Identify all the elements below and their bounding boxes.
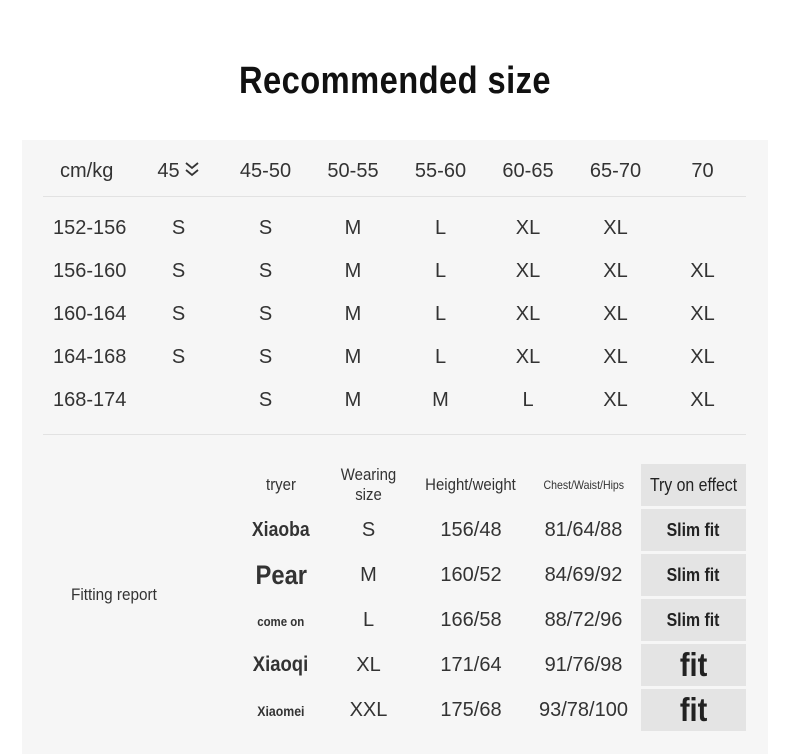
- size-table-row: [43, 379, 746, 435]
- size-cell: M: [344, 303, 362, 325]
- size-cell: XL: [603, 217, 628, 239]
- size-cell: XL: [659, 379, 746, 435]
- wearing-size: XXL: [349, 698, 388, 721]
- wearing-size: L: [362, 608, 375, 631]
- weight-header: 65-70: [572, 147, 659, 197]
- size-cell: XL: [603, 260, 628, 282]
- height-range: 156-160: [53, 260, 127, 282]
- height-weight-header: [416, 464, 526, 506]
- tryer-name-text: Xiaoqi: [253, 653, 309, 676]
- height-weight-header-label: Height/weight: [425, 475, 517, 494]
- size-cell: XL: [690, 260, 715, 282]
- weight-header: 55-60: [397, 147, 484, 197]
- tryer-name-text: come on: [257, 613, 305, 629]
- weight-header: 45-50: [222, 147, 309, 197]
- weight-header: 60-65: [484, 147, 572, 197]
- size-cell: L: [484, 379, 572, 435]
- size-cell: L: [434, 303, 447, 325]
- chest-waist-hips: 88/72/96: [544, 608, 623, 631]
- wearing-size-header-label: Wearing size: [340, 465, 397, 504]
- try-on-effect-text: Slim fit: [667, 519, 720, 540]
- size-cell: XL: [572, 379, 659, 435]
- fitting-report-row: [241, 689, 746, 731]
- height-weight: 160/52: [440, 563, 502, 586]
- height-weight: 175/68: [440, 698, 502, 721]
- measurements-header-label: Chest/Waist/Hips: [543, 478, 624, 492]
- try-on-effect: [641, 644, 746, 686]
- weight-header: 50-55: [309, 147, 397, 197]
- tryer-header: [241, 464, 321, 506]
- size-cell: XL: [690, 346, 715, 368]
- weight-header: 70: [659, 147, 746, 197]
- size-cell: M: [344, 260, 362, 282]
- tryer-header-label: tryer: [266, 475, 296, 494]
- height-weight: 171/64: [440, 653, 502, 676]
- height-range: 168-174: [43, 379, 135, 435]
- chest-waist-hips: 84/69/92: [544, 563, 623, 586]
- wearing-size: XL: [356, 653, 381, 676]
- size-cell: [659, 197, 746, 251]
- size-cell: S: [258, 346, 273, 368]
- size-cell: S: [171, 260, 186, 282]
- height-weight: 166/58: [440, 608, 502, 631]
- tryer-name: [241, 689, 321, 731]
- fitting-report-row: [241, 509, 746, 551]
- height-range: 160-164: [53, 303, 127, 325]
- try-on-effect-header: [641, 464, 746, 506]
- size-cell: M: [344, 346, 362, 368]
- try-on-effect-text: Slim fit: [667, 564, 720, 585]
- try-on-effect-text: Slim fit: [667, 609, 720, 630]
- try-on-effect-text: fit: [679, 691, 708, 728]
- size-cell: S: [171, 346, 186, 368]
- fitting-report-label: Fitting report: [71, 585, 157, 604]
- size-cell: M: [309, 379, 397, 435]
- double-chevron-down-icon: [184, 160, 200, 183]
- size-cell: XL: [603, 303, 628, 325]
- fitting-report-table: [241, 461, 746, 734]
- wearing-size-header: [321, 464, 416, 506]
- size-cell: L: [434, 346, 447, 368]
- size-cell: M: [344, 217, 362, 239]
- size-table-corner-label: cm/kg: [43, 147, 135, 197]
- chest-waist-hips: 93/78/100: [539, 698, 628, 721]
- try-on-effect: [641, 509, 746, 551]
- try-on-effect: [641, 689, 746, 731]
- size-cell: S: [222, 379, 309, 435]
- tryer-name-text: Xiaomei: [257, 702, 305, 719]
- height-weight: 156/48: [440, 518, 502, 541]
- size-table-row: [43, 336, 746, 379]
- measurements-header: [526, 464, 641, 506]
- size-cell: S: [171, 217, 186, 239]
- chest-waist-hips: 81/64/88: [544, 518, 623, 541]
- size-cell: M: [397, 379, 484, 435]
- size-table-row: [43, 250, 746, 293]
- size-cell: XL: [515, 346, 541, 368]
- size-cell: XL: [515, 260, 541, 282]
- fitting-report-header-row: [241, 464, 746, 506]
- size-cell: XL: [515, 217, 541, 239]
- tryer-name: [241, 509, 321, 551]
- chest-waist-hips: 91/76/98: [544, 653, 623, 676]
- page-title: Recommended size: [238, 60, 551, 102]
- height-range: 164-168: [53, 346, 127, 368]
- weight-header-label: 45: [157, 159, 180, 182]
- tryer-name: [241, 554, 321, 596]
- size-cell: S: [258, 217, 273, 239]
- size-cell: S: [258, 260, 273, 282]
- tryer-name-text: Xiaoba: [252, 518, 310, 541]
- size-cell: S: [171, 303, 186, 325]
- fitting-report-row: [241, 554, 746, 596]
- size-table-row: [43, 293, 746, 336]
- size-cell: [135, 379, 222, 435]
- wearing-size: M: [360, 563, 377, 586]
- size-table: [43, 147, 746, 435]
- size-cell: L: [434, 260, 447, 282]
- try-on-effect: [641, 599, 746, 641]
- tryer-name: [241, 644, 321, 686]
- size-cell: L: [434, 217, 447, 239]
- fitting-report-row: [241, 599, 746, 641]
- weight-header: [135, 147, 222, 197]
- try-on-effect-text: fit: [679, 646, 708, 683]
- size-cell: XL: [515, 303, 541, 325]
- tryer-name: [241, 599, 321, 641]
- size-table-header-row: [43, 147, 746, 197]
- size-table-row: [43, 197, 746, 251]
- size-cell: XL: [603, 346, 628, 368]
- size-cell: XL: [690, 303, 715, 325]
- fitting-report-row: [241, 644, 746, 686]
- size-cell: S: [258, 303, 273, 325]
- try-on-effect: [641, 554, 746, 596]
- height-range: 152-156: [53, 217, 127, 239]
- tryer-name-text: Pear: [255, 559, 307, 590]
- wearing-size: S: [361, 518, 376, 541]
- try-on-effect-header-label: Try on effect: [649, 474, 738, 495]
